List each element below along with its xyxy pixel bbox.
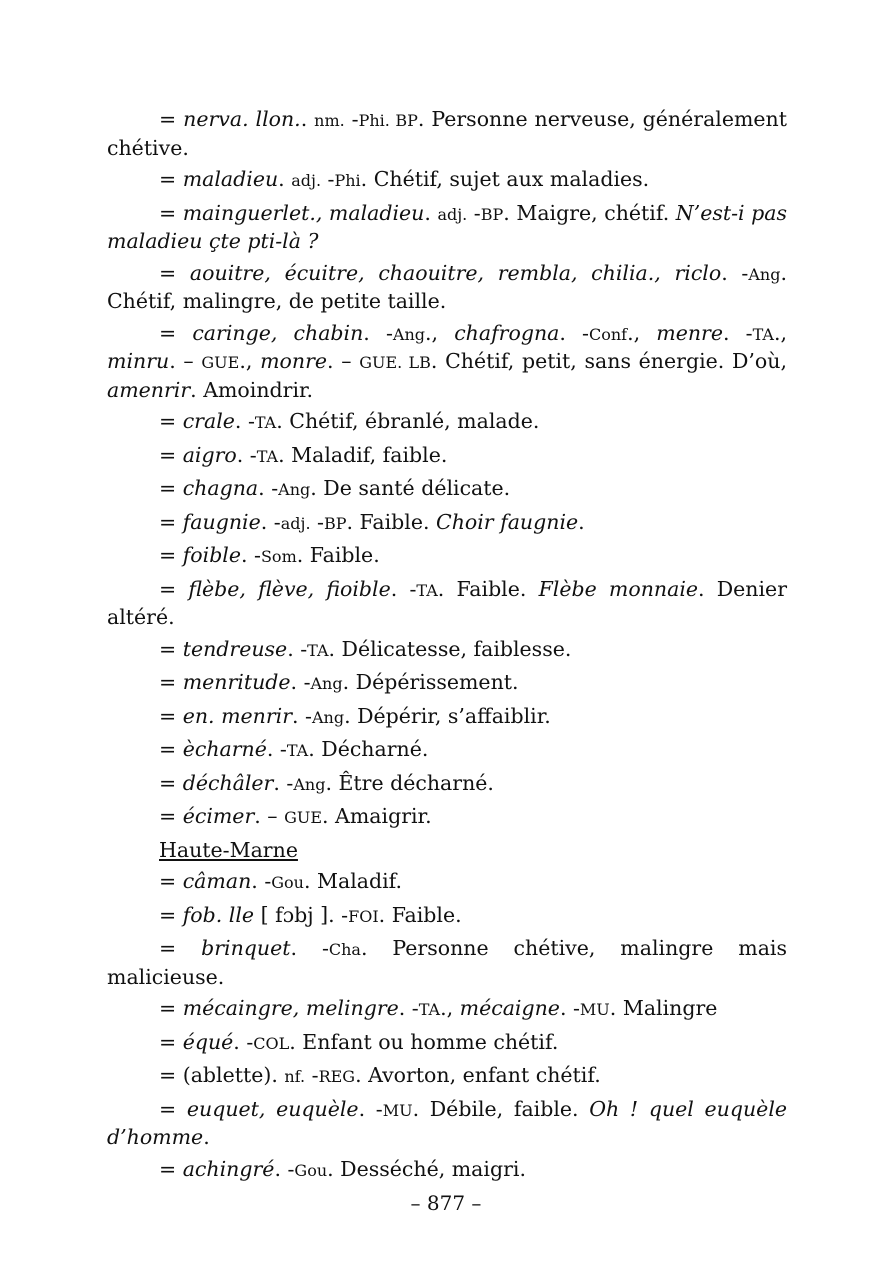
entry-text: TA [416, 580, 438, 600]
entry-text: . [424, 200, 438, 225]
entry-text: - [305, 1063, 319, 1087]
entry-text: = [159, 260, 190, 285]
entry-text: MU [382, 1100, 413, 1120]
entry-text: TA [286, 741, 309, 760]
entry-text: TA [307, 640, 329, 660]
entry-text: Phi [334, 171, 361, 190]
entry-text: . - [251, 869, 272, 893]
dictionary-entry [107, 200, 787, 255]
entry-text: . Chétif, petit, sans énergie. D’où, [430, 349, 787, 373]
entry-text: . Chétif, malingre, de petite taille. [107, 260, 787, 313]
dictionary-entry [107, 1029, 787, 1058]
entry-text: . - [363, 320, 393, 345]
entry-text: REG [318, 1067, 356, 1086]
entry-text: = [159, 509, 183, 534]
entry-text: = [159, 1096, 187, 1121]
entry-text: BP [323, 513, 347, 533]
entry-text: . - [559, 320, 589, 345]
dictionary-entry [107, 803, 787, 832]
entry-text: MU [579, 1000, 610, 1019]
entry-text: minru [107, 349, 170, 373]
entry-text: . – [169, 349, 202, 373]
entry-text: = [159, 107, 184, 131]
entry-text: mécaigne [459, 996, 560, 1020]
entry-text: - [344, 107, 359, 131]
entry-text: = [159, 902, 183, 927]
entry-text: . - [390, 576, 417, 601]
entry-text: = [159, 636, 183, 661]
entry-text: . - [722, 320, 753, 345]
entry-text: tendreuse [182, 636, 288, 661]
dictionary-entry [107, 868, 787, 897]
entry-text: GUE [201, 353, 240, 372]
entry-text: Choir faugnie [436, 509, 579, 534]
entry-text: TA [418, 1000, 441, 1019]
entry-text: . Dépérir, s’affaiblir. [344, 703, 551, 728]
section-heading: Haute-Marne [159, 837, 298, 862]
entry-text: N’est-i pas maladieu çte pti-là ? [107, 200, 788, 253]
entry-text: fob. lle [182, 902, 255, 927]
entry-text: ., [425, 320, 455, 345]
entry-text: chagna [182, 476, 259, 500]
entry-text: = (ablette). [159, 1063, 285, 1087]
entry-text: Ang [392, 324, 425, 344]
entry-text: . Faible. [378, 902, 462, 927]
dictionary-entry [107, 1156, 787, 1185]
entry-text: chafrogna [454, 320, 560, 345]
entry-text: . [203, 1125, 210, 1149]
entry-text: . Faible. [437, 576, 539, 601]
entry-text: amenrir [107, 377, 191, 402]
entry-text: . [300, 107, 315, 131]
entry-text: faugnie [182, 509, 261, 534]
entry-text: Ang [278, 480, 311, 499]
entry-text: . - [258, 476, 279, 500]
dictionary-entry [107, 408, 787, 437]
entry-text: foible [182, 543, 241, 567]
entry-text: . - [236, 442, 257, 467]
dictionary-entry [107, 770, 787, 799]
entry-text: nm. [314, 111, 345, 130]
entry-text: - [467, 200, 481, 225]
entry-text: . Maladif. [303, 869, 403, 893]
entry-text: Flèbe monnaie [538, 576, 699, 601]
entry-text: Gou [271, 873, 304, 892]
entry-text: . Décharné. [308, 737, 429, 761]
entry-text: . [578, 509, 585, 534]
entry-text: . Enfant ou homme chétif. [289, 1029, 559, 1054]
entry-text: FOI [348, 906, 379, 926]
entry-text: TA [256, 446, 279, 466]
entry-text: monre [260, 349, 328, 373]
entry-text: . Faible. [296, 543, 380, 567]
entry-text: ., [239, 349, 261, 373]
entry-text: . - [290, 670, 311, 694]
dictionary-entry [107, 837, 787, 864]
entry-text: câman [182, 869, 252, 893]
entry-text: . - [266, 737, 287, 761]
entry-text: Ang [310, 674, 343, 693]
dictionary-entry [107, 475, 787, 504]
entry-text: TA [254, 413, 277, 432]
entry-text: ècharné [182, 737, 267, 761]
entry-text: = [159, 869, 183, 893]
entry-text: . - [234, 409, 255, 433]
entry-text: = [159, 770, 183, 795]
entry-text: . – [327, 349, 360, 373]
entry-text: crale [182, 409, 235, 433]
entry-text: . Chétif, ébranlé, malade. [276, 409, 540, 433]
dictionary-entry [107, 736, 787, 765]
entry-text: . Desséché, maigri. [327, 1156, 526, 1181]
entry-text: . Maigre, chétif. [503, 200, 676, 225]
entry-text: . - [559, 996, 580, 1020]
entry-text: . - [358, 1096, 383, 1121]
entry-text: . - [287, 636, 308, 661]
entry-text: Ang [311, 707, 345, 727]
dictionary-entry [107, 636, 787, 665]
entry-text: mainguerlet., maladieu [182, 200, 425, 225]
entry-text: mécaingre, melingre [182, 996, 399, 1020]
dictionary-entry [107, 442, 787, 471]
entry-text: = [159, 576, 189, 601]
entry-text: . - [233, 1029, 254, 1054]
entry-text: ., [440, 996, 460, 1020]
entry-text: Som [260, 547, 297, 566]
entry-text: maladieu [182, 167, 279, 191]
entry-text: = [159, 320, 193, 345]
entry-text: - [310, 509, 324, 534]
entry-text: . Personne chétive, malingre mais malicieuse. [107, 936, 787, 989]
page-body [107, 106, 787, 1189]
entry-text: . Avorton, enfant chétif. [355, 1063, 601, 1087]
entry-text: Cha [328, 940, 361, 959]
entry-text: . Débile, faible. [412, 1096, 590, 1121]
entry-text: adj. [437, 204, 468, 224]
entry-text: . Chétif, sujet aux maladies. [360, 167, 650, 191]
entry-text: . - [260, 509, 281, 534]
dictionary-entry [107, 902, 787, 931]
entry-text: TA [752, 324, 774, 344]
entry-text: [ fɔbj ]. - [254, 902, 349, 927]
entry-text: menritude [182, 670, 291, 694]
entry-text: = [159, 804, 183, 828]
dictionary-entry [107, 995, 787, 1024]
entry-text: menre [656, 320, 723, 345]
entry-text: ., [773, 320, 787, 345]
entry-text: COL [253, 1033, 290, 1053]
entry-text: euquet, euquèle [186, 1096, 359, 1121]
dictionary-entry [107, 320, 787, 404]
entry-text: Ang [748, 264, 781, 284]
dictionary-entry [107, 106, 787, 161]
entry-text: Ang [293, 774, 326, 794]
entry-text: = [159, 409, 183, 433]
entry-text: . Être décharné. [325, 770, 494, 795]
dictionary-entry [107, 703, 787, 732]
dictionary-entry [107, 509, 787, 538]
entry-text: . Malingre [609, 996, 718, 1020]
entry-text: . - [290, 936, 329, 960]
entry-text: achingré [182, 1156, 275, 1181]
entry-text: aigro [182, 442, 237, 467]
entry-text: = [159, 703, 183, 728]
entry-text: . - [398, 996, 419, 1020]
entry-text: . Maladif, faible. [278, 442, 448, 467]
entry-text: = [159, 543, 183, 567]
entry-text: nerva. llon. [183, 107, 301, 131]
entry-text: . Dépérissement. [342, 670, 519, 694]
entry-text: Oh ! quel euquèle d’homme [107, 1096, 788, 1149]
entry-text: = [159, 670, 183, 694]
entry-text: brinquet [201, 936, 291, 960]
dictionary-entry [107, 166, 787, 195]
entry-text: nf. [284, 1067, 306, 1086]
entry-text: . – [254, 804, 285, 828]
entry-text: . De santé délicate. [310, 476, 511, 500]
dictionary-entry [107, 542, 787, 571]
entry-text: = [159, 1156, 183, 1181]
entry-text: Conf [588, 324, 628, 344]
entry-text: ., [627, 320, 657, 345]
entry-text: . Faible. [346, 509, 437, 534]
entry-text: Phi. BP [358, 111, 418, 130]
entry-text: . Délicatesse, faiblesse. [328, 636, 572, 661]
dictionary-entry [107, 1062, 787, 1091]
entry-text: . - [274, 1156, 295, 1181]
dictionary-entry [107, 576, 787, 631]
entry-text: . - [721, 260, 749, 285]
dictionary-entry [107, 1096, 787, 1151]
entry-text: = [159, 200, 183, 225]
dictionary-entry [107, 935, 787, 990]
entry-text: adj. [280, 513, 311, 533]
entry-text: BP [480, 204, 504, 224]
entry-text: caringe, chabin [192, 320, 364, 345]
entry-text: . [278, 167, 292, 191]
entry-text: équé [182, 1029, 234, 1054]
entry-text: - [321, 167, 335, 191]
entry-text: = [159, 936, 202, 960]
entry-text: . - [241, 543, 261, 567]
entry-text: . Personne nerveuse, généralement chétive. [107, 107, 787, 160]
entry-text: GUE [284, 808, 323, 827]
entry-text: déchâler [182, 770, 274, 795]
entry-text: = [159, 476, 183, 500]
entry-text: . Amaigrir. [322, 804, 432, 828]
entry-text: = [159, 996, 183, 1020]
entry-text: adj. [291, 171, 322, 190]
entry-text: GUE. LB [359, 353, 431, 372]
page-number: – 877 – [410, 1191, 482, 1215]
entry-text: = [159, 442, 183, 467]
entry-text: . Amoindrir. [190, 377, 314, 402]
entry-text: = [159, 167, 183, 191]
dictionary-entry [107, 260, 787, 315]
entry-text: = [159, 737, 183, 761]
entry-text: = [159, 1029, 183, 1054]
entry-text: Gou [294, 1160, 328, 1180]
entry-text: aouitre, écuitre, chaouitre, rembla, chilia., riclo [189, 260, 722, 285]
entry-text: écimer [182, 804, 255, 828]
entry-text: flèbe, flève, fioible [188, 576, 391, 601]
entry-text: en. menrir [182, 703, 292, 728]
entry-text: . - [292, 703, 312, 728]
entry-text: . Denier altéré. [107, 576, 787, 629]
dictionary-entry [107, 669, 787, 698]
entry-text: . - [273, 770, 294, 795]
